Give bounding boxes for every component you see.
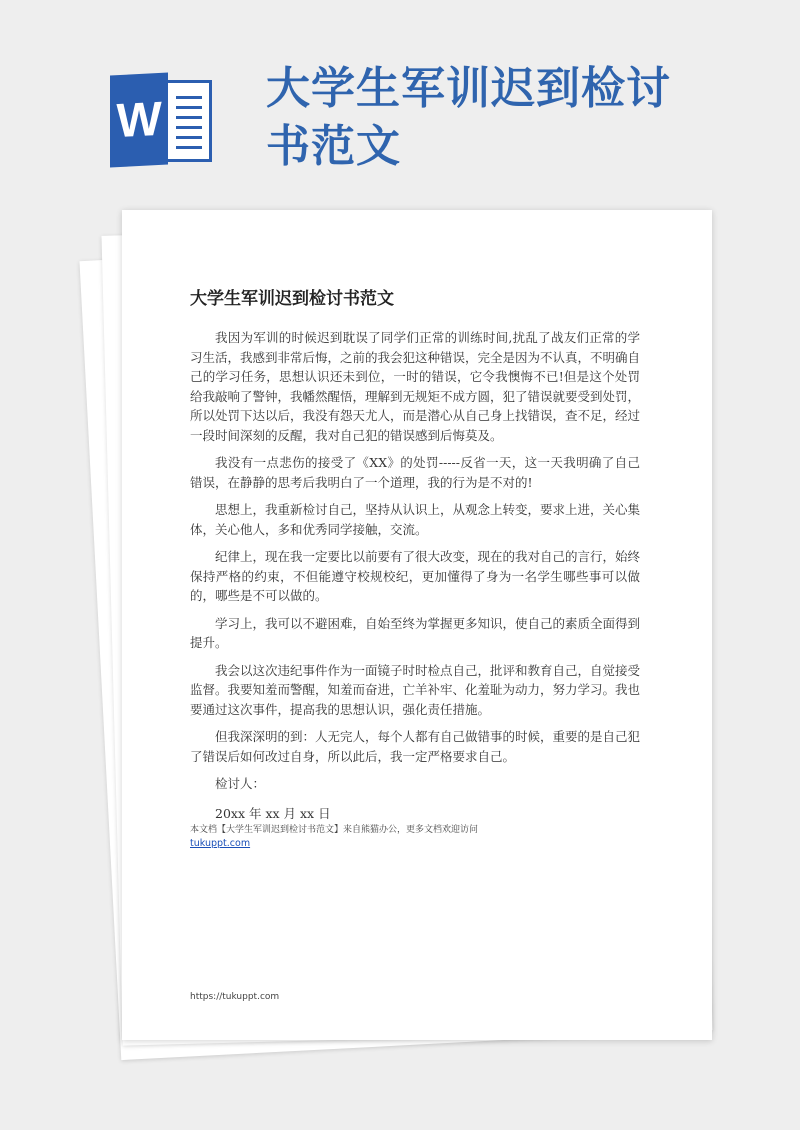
source-note-text: 本文档【大学生军训迟到检讨书范文】来自熊猫办公，更多文档欢迎访问 [190,825,479,835]
document-line [176,146,202,149]
source-note [190,824,660,850]
document-line [176,116,202,119]
document-title: 大学生军训迟到检讨书范文 [190,289,394,309]
paragraph: 学习上，我可以不避困难，自始至终为掌握更多知识，使自己的素质全面得到提升。 [190,615,641,650]
paragraph: 我因为军训的时候迟到耽误了同学们正常的训练时间,扰乱了战友们正常的学习生活，我感到非常后悔，之前的我会犯这种错误，完全是因为不认真，不明确自己的学习任务，思想认识还未到位，一时的错误，它令我懊悔不已!但是这个处罚给我敲响了警钟，我幡然醒悟，理解到无规矩不成方圆，犯了错误就要受到处罚，所以处罚下达以后，我没有怨天尤人，而是潜心从自己身上找错误，查不足，经过一段时间深刻的反醒，我对自己犯的错误感到后悔莫及。 [190,330,641,443]
paragraph: 纪律上，现在我一定要比以前要有了很大改变，现在的我对自己的言行，始终保持严格的约束，不但能遵守校规校纪，更加懂得了身为一名学生哪些事可以做的，哪些是不可以做的。 [190,549,641,603]
document-line [176,96,202,99]
date-line: 20xx 年 xx 月 xx 日 [215,805,331,821]
document-line [176,106,202,109]
word-logo-letter: W [110,72,168,167]
paragraph: 我没有一点悲伤的接受了《XX》的处罚-----反省一天，这一天我明确了自己错误，在静静的思考后我明白了一个道理，我的行为是不对的! [190,455,640,490]
paragraph: 我会以这次违纪事件作为一面镜子时时检点自己，批评和教育自己，自觉接受监督。我要知羞而警醒，知羞而奋进，亡羊补牢、化羞耻为动力，努力学习。我也要通过这次事件，提高我的思想认识，强化责任措施。 [190,662,641,717]
paragraph: 思想上，我重新检讨自己，坚持从认识上，从观念上转变，要求上进，关心集体，关心他人，多和优秀同学接触，交流。 [190,502,641,537]
document-line [176,136,202,139]
signature-line: 检讨人： [215,776,266,791]
document-line [176,126,202,129]
document-body [190,328,640,833]
word-document-icon [110,74,214,166]
document-page [122,210,712,1040]
source-link[interactable]: tukuppt.com [190,838,251,849]
bottom-url: https://tukuppt.com [190,992,280,1002]
page-title: 大学生军训迟到检讨书范文 [266,63,671,172]
paragraph: 但我深深明的到：人无完人，每个人都有自己做错事的时候，重要的是自己犯了错误后如何改过自身，所以此后，我一定严格要求自己。 [190,729,641,764]
